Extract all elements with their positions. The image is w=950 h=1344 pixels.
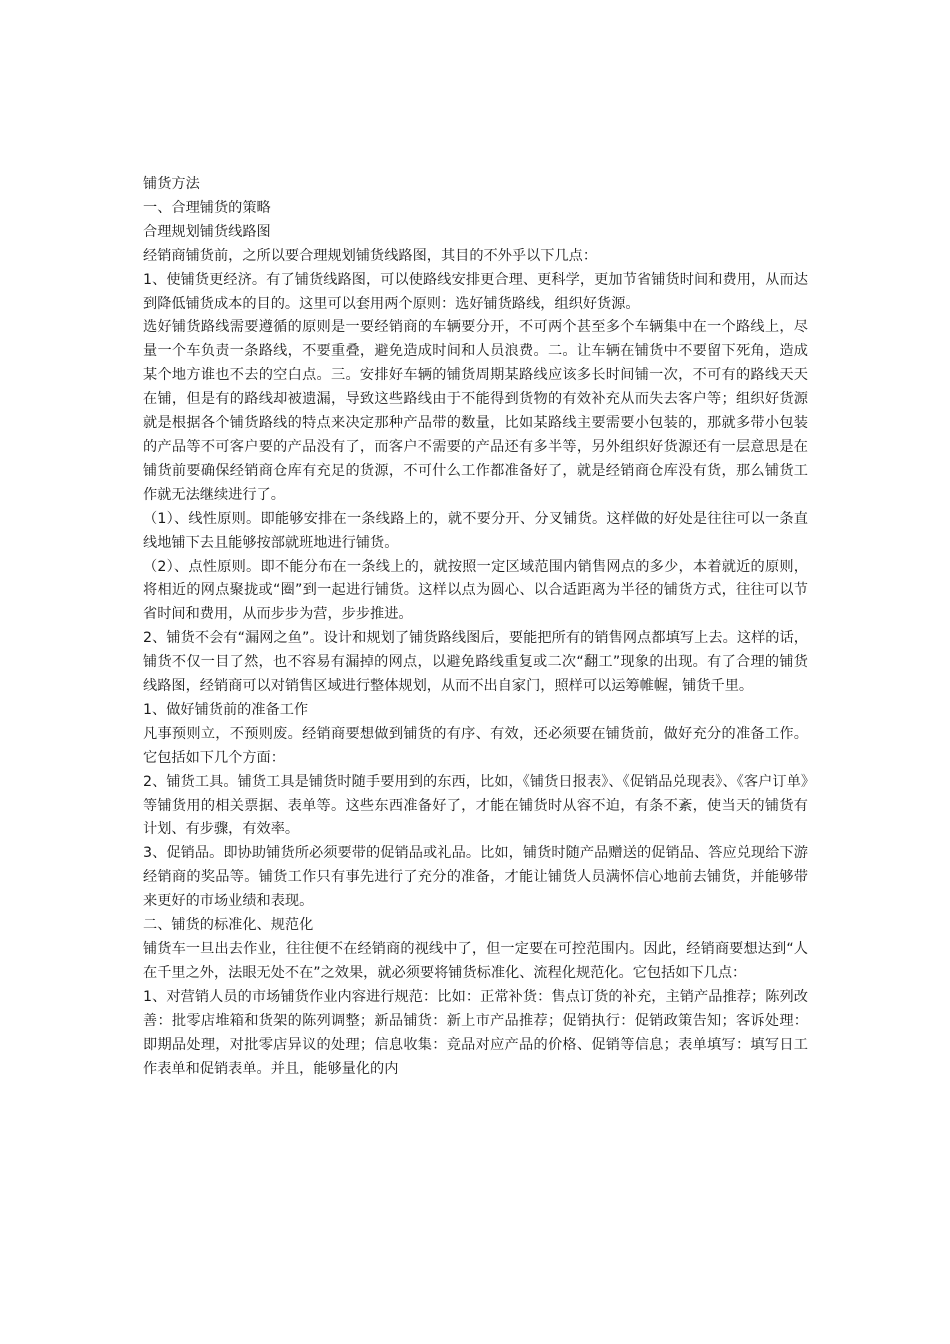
paragraph-tools: 2、铺货工具。铺货工具是铺货时随手要用到的东西，比如，《铺货日报表》、《促销品兑现表》、《客户订单》等铺货用的相关票据、表单等。这些东西准备好了，才能在铺货时从容不迫，有条不紊，使当天的铺货有计划、有步骤，有效率。 — [143, 773, 808, 838]
section-heading-standardization: 二、铺货的标准化、规范化 — [143, 917, 314, 934]
subheading-preparation: 1、做好铺货前的准备工作 — [143, 701, 309, 718]
paragraph-linear-principle: （1）、线性原则。即能够安排在一条线路上的，就不要分开、分叉铺货。这样做的好处是往往可以一条直线地铺下去且能够按部就班地进行铺货。 — [143, 510, 808, 551]
section-heading-strategy: 一、合理铺货的策略 — [143, 199, 271, 216]
paragraph-point-economy: 1、使铺货更经济。有了铺货线路图，可以使路线安排更合理、更科学，更加节省铺货时间和费用，从而达到降低铺货成本的目的。这里可以套用两个原则：选好铺货路线，组织好货源。 — [143, 271, 808, 312]
paragraph-no-missed-outlets: 2、铺货不会有“漏网之鱼”。设计和规划了铺货路线图后，要能把所有的销售网点都填写上去。这样的话，铺货不仅一目了然，也不容易有漏掉的网点，以避免路线重复或二次“翻工”现象的出现。有了合理的铺货线路图，经销商可以对销售区域进行整体规划，从而不出自家门，照样可以运筹帷幄，铺货千里。 — [143, 630, 808, 695]
document-body — [143, 173, 808, 1081]
paragraph-standardization-intro: 铺货车一旦出去作业，往往便不在经销商的视线中了，但一定要在可控范围内。因此，经销商要想达到“人在千里之外，法眼无处不在”之效果，就必须要将铺货标准化、流程化规范化。它包括如下几点： — [143, 941, 808, 981]
paragraph-route-principles: 选好铺货路线需要遵循的原则是一要经销商的车辆要分开，不可两个甚至多个车辆集中在一个路线上，尽量一个车负责一条路线，不要重叠，避免造成时间和人员浪费。二。让车辆在铺货中不要留下死角，造成某个地方谁也不去的空白点。三。安排好车辆的铺货周期某路线应该多长时间铺一次，不可有的路线天天在铺，但是有的路线却被遗漏，导致这些路线由于不能得到货物的有效补充从而失去客户等；组织好货源就是根据各个铺货路线的特点来决定那种产品带的数量，比如某路线主要需要小包装的，那就多带小包装的产品等不可客户要的产品没有了，而客户不需要的产品还有多半等，另外组织好货源还有一层意思是在铺货前要确保经销商仓库有充足的货源，不可什么工作都准备好了，就是经销商仓库没有货，那么铺货工作就无法继续进行了。 — [143, 319, 808, 503]
paragraph-promo-items: 3、促销品。即协助铺货所必须要带的促销品或礼品。比如，铺货时随产品赠送的促销品、答应兑现给下游经销商的奖品等。铺货工作只有事先进行了充分的准备，才能让铺货人员满怀信心地前去铺货，并能够带来更好的市场业绩和表现。 — [143, 845, 808, 910]
paragraph-preparation-intro: 凡事预则立，不预则废。经销商要想做到铺货的有序、有效，还必须要在铺货前，做好充分的准备工作。它包括如下几个方面： — [143, 725, 808, 766]
paragraph-intro: 经销商铺货前，之所以要合理规划铺货线路图，其目的不外乎以下几点： — [143, 247, 598, 264]
paragraph-sales-standards: 1、对营销人员的市场铺货作业内容进行规范：比如：正常补货：售点订货的补充，主销产品推荐；陈列改善：批零店堆箱和货架的陈列调整；新品铺货：新上市产品推荐；促销执行：促销政策告知；客诉处理：即期品处理，对批零店异议的处理；信息收集：竞品对应产品的价格、促销等信息；表单填写：填写日工作表单和促销表单。并且，能够量化的内 — [143, 988, 808, 1077]
paragraph-point-principle: （2）、点性原则。即不能分布在一条线上的，就按照一定区域范围内销售网点的多少，本着就近的原则，将相近的网点聚拢或“圈”到一起进行铺货。这样以点为圆心、以合适距离为半径的铺货方式，往往可以节省时间和费用，从而步步为营，步步推进。 — [143, 558, 808, 623]
document-title: 铺货方法 — [143, 176, 200, 192]
subheading-route-planning: 合理规划铺货线路图 — [143, 223, 271, 240]
